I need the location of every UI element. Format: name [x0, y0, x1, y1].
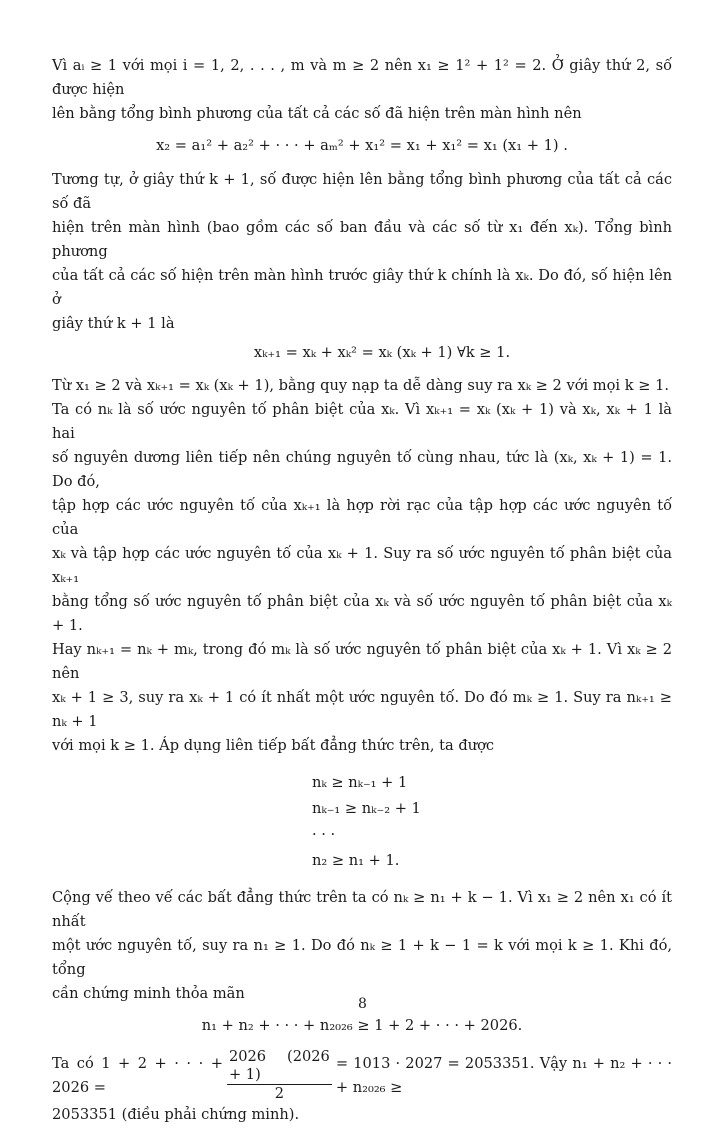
text-line: 2053351 (điều phải chứng minh). — [52, 1106, 300, 1123]
text-span: = 1013 · 2027 = 2053351. Vậy n₁ + n₂ + · · · + n₂₀₂₆ ≥ — [335, 1054, 673, 1096]
equation-x2: x₂ = a₁² + a₂² + · · · + aₘ² + x₁² = x₁ + x₁² = x₁ (x₁ + 1) . — [156, 137, 568, 154]
equation-recurrence: xₖ₊₁ = xₖ + xₖ² = xₖ (xₖ + 1) ∀k ≥ 1. — [253, 344, 511, 361]
document-page — [52, 54, 672, 1132]
page-number: 8 — [358, 996, 367, 1012]
fraction-numerator: 2026 (2026 + 1) — [228, 1048, 330, 1083]
text-line: hiện trên màn hình (bao gồm các số ban đầu và các số từ x₁ đến xₖ). Tổng bình phương — [52, 219, 672, 260]
text-line: Từ x₁ ≥ 2 và xₖ₊₁ = xₖ (xₖ + 1), bằng quy nạp ta dễ dàng suy ra xₖ ≥ 2 với mọi k ≥ 1. — [52, 377, 670, 394]
text-line: số nguyên dương liên tiếp nên chúng nguyên tố cùng nhau, tức là (xₖ, xₖ + 1) = 1. Do đó, — [52, 449, 672, 490]
text-line: lên bằng tổng bình phương của tất cả các số đã hiện trên màn hình nên — [52, 105, 582, 122]
paragraph-4 — [52, 886, 672, 1006]
text-line: cần chứng minh thỏa mãn — [52, 985, 245, 1002]
text-span: Ta có 1 + 2 + · · · + 2026 = — [52, 1054, 223, 1096]
paragraph-3 — [52, 374, 672, 758]
equation-sum: n₁ + n₂ + · · · + n₂₀₂₆ ≥ 1 + 2 + · · · + 2026. — [201, 1017, 523, 1034]
inequality-line: nₖ₋₁ ≥ nₖ₋₂ + 1 — [312, 800, 421, 817]
inequality-line: nₖ ≥ nₖ₋₁ + 1 — [312, 774, 408, 791]
fraction — [227, 1048, 332, 1103]
text-line: Vì aᵢ ≥ 1 với mọi i = 1, 2, . . . , m và m ≥ 2 nên x₁ ≥ 1² + 1² = 2. Ở giây thứ 2, số được hiện — [52, 57, 672, 98]
inequality-chain — [52, 770, 672, 874]
text-line: Ta có nₖ là số ước nguyên tố phân biệt của xₖ. Vì xₖ₊₁ = xₖ (xₖ + 1) và xₖ, xₖ + 1 là hai — [52, 401, 672, 442]
text-line: Cộng vế theo vế các bất đẳng thức trên ta có nₖ ≥ n₁ + k − 1. Vì x₁ ≥ 2 nên x₁ có ít nhất — [52, 889, 672, 930]
text-line: với mọi k ≥ 1. Áp dụng liên tiếp bất đẳng thức trên, ta được — [52, 737, 495, 754]
text-line: tập hợp các ước nguyên tố của xₖ₊₁ là hợp rời rạc của tập hợp các ước nguyên tố của — [52, 497, 672, 538]
text-line: Tương tự, ở giây thứ k + 1, số được hiện lên bằng tổng bình phương của tất cả các số đã — [52, 171, 672, 212]
paragraph-2 — [52, 168, 672, 336]
fraction-line — [52, 1048, 672, 1103]
text-line: bằng tổng số ước nguyên tố phân biệt của xₖ và số ước nguyên tố phân biệt của xₖ + 1. — [52, 593, 672, 634]
text-line: xₖ + 1 ≥ 3, suy ra xₖ + 1 có ít nhất một ước nguyên tố. Do đó mₖ ≥ 1. Suy ra nₖ₊₁ ≥ nₖ + 1 — [52, 689, 672, 730]
text-line: giây thứ k + 1 là — [52, 315, 175, 332]
inequality-line: n₂ ≥ n₁ + 1. — [312, 852, 400, 869]
ellipsis-line: · · · — [312, 826, 336, 843]
paragraph-5 — [52, 1048, 672, 1127]
text-line: Hay nₖ₊₁ = nₖ + mₖ, trong đó mₖ là số ước nguyên tố phân biệt của xₖ + 1. Vì xₖ ≥ 2 nên — [52, 641, 672, 682]
text-line: một ước nguyên tố, suy ra n₁ ≥ 1. Do đó nₖ ≥ 1 + k − 1 = k với mọi k ≥ 1. Khi đó, tổng — [52, 937, 672, 978]
text-line: xₖ và tập hợp các ước nguyên tố của xₖ + 1. Suy ra số ước nguyên tố phân biệt của xₖ₊₁ — [52, 545, 672, 586]
fraction-denominator: 2 — [274, 1085, 285, 1102]
paragraph-1 — [52, 54, 672, 126]
text-line: của tất cả các số hiện trên màn hình trước giây thứ k chính là xₖ. Do đó, số hiện lên ở — [52, 267, 672, 308]
